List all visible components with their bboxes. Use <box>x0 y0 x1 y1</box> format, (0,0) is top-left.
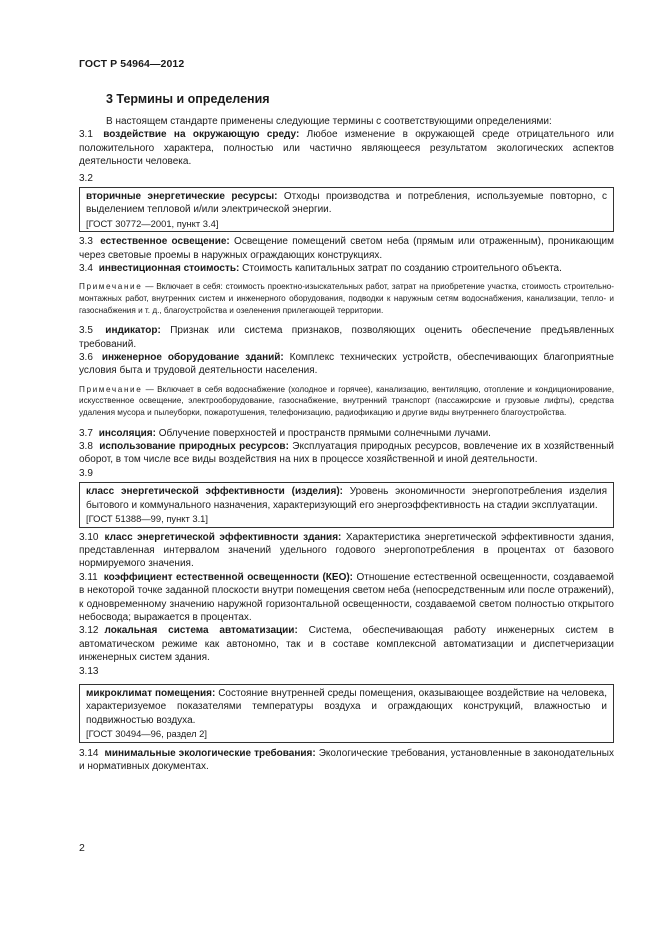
term-3-11: 3.11 коэффициент естественной освещенности (КЕО): Отношение естественной освещенности, создаваемой в некоторой точке заданной плоскости внутри помещения светом неба (непосредственным или после отражений), к одновременному значению наружной горизонтальной освещенности, создаваемой светом полностью открытого небосвода; выражается в процентах. <box>79 571 614 623</box>
term-3-13: микроклимат помещения: Состояние внутренней среды помещения, оказывающее воздействие на человека, характеризуемое показателями температуры воздуха и ограждающих конструкций, влажностью и подвижностью воздуха. <box>86 687 607 726</box>
term-3-14: 3.14 минимальные экологические требования: Экологические требования, установленные в законодательных и нормативных документах. <box>79 747 614 772</box>
term-3-8: 3.8 использование природных ресурсов: Эксплуатация природных ресурсов, вовлечение их в хозяйственный оборот, в том числе все виды воздействия на них в процессе хозяйственной и иной деятельности. <box>79 441 614 466</box>
term-3-9: класс энергетической эффективности (изделия): Уровень экономичности энергопотребления изделия бытового и коммунального назначения, характеризующий его энергоэффективность на стадии эксплуатации. <box>86 486 607 511</box>
term-3-9-reference: [ГОСТ 51388—99, пункт 3.1] <box>86 513 209 525</box>
note-3-4: Примечание — Включает в себя: стоимость проектно-изыскательных работ, затрат на приобретение участка, стоимость строительно-монтажных работ, внутренних систем и инженерного оборудования, подводки к наружным сетям водоснабжения, канализации, тепло- и газоснабжения и т. д., благоустройства и озеленения прилегающей территории. <box>79 282 614 315</box>
term-3-2-reference: [ГОСТ 30772—2001, пункт 3.4] <box>86 217 219 229</box>
note-3-6: Примечание — Включает в себя водоснабжение (холодное и горячее), канализацию, вентиляцию, отопление и кондиционирование, искусственное освещение, электрооборудование, газоснабжение, внутренний транспорт (пассажирские и грузовые лифты), средства удаления мусора и пылеуборки, пожаротушения, телефонизацию, радиофикацию и другие виды внутреннего благоустройства. <box>79 384 614 418</box>
term-3-13-number: 3.13 <box>79 665 99 677</box>
intro-paragraph: В настоящем стандарте применены следующие термины с соответствующими определениями: <box>106 116 552 127</box>
term-3-2-number: 3.2 <box>79 172 93 184</box>
term-3-6: 3.6 инженерное оборудование зданий: Комплекс технических устройств, обеспечивающих благоприятные условия быта и трудовой деятельности населения. <box>79 352 614 377</box>
term-3-12: 3.12 локальная система автоматизации: Система, обеспечивающая работу инженерных систем в автоматическом режиме как автономно, так и в составе комплексной автоматизации и диспетчеризации инженерных систем здания. <box>79 625 614 664</box>
term-3-2-box <box>79 187 614 232</box>
term-3-2: вторичные энергетические ресурсы: Отходы производства и потребления, используемые повторно, с выделением тепловой и/или электрической энергии. <box>86 191 607 216</box>
page-number: 2 <box>79 842 85 854</box>
term-3-10: 3.10 класс энергетической эффективности здания: Характеристика энергетической эффективности здания, представленная интервалом значений удельного годового энергопотребления в процентах от базового нормируемого значения. <box>79 531 614 570</box>
term-3-9-box <box>79 482 614 527</box>
term-3-4: 3.4 инвестиционная стоимость: Стоимость капитальных затрат по созданию строительного объекта. <box>79 263 562 275</box>
term-3-5: 3.5 индикатор: Признак или система признаков, позволяющих оценить обеспечение предъявленных требований. <box>79 325 614 350</box>
term-3-13-reference: [ГОСТ 30494—96, раздел 2] <box>86 728 207 740</box>
document-page <box>79 58 614 773</box>
section-title: 3 Термины и определения <box>106 92 270 106</box>
term-3-9-number: 3.9 <box>79 467 93 479</box>
term-3-1: 3.1 воздействие на окружающую среду: Любое изменение в окружающей среде отрицательного или положительного характера, полностью или частично являющееся результатом экологических аспектов деятельности человека. <box>79 129 615 168</box>
document-header: ГОСТ Р 54964—2012 <box>79 58 185 70</box>
term-3-3: 3.3 естественное освещение: Освещение помещений светом неба (прямым или отраженным), проникающим через световые проемы в наружных ограждающих конструкциях. <box>79 236 615 261</box>
term-3-7: 3.7 инсоляция: Облучение поверхностей и пространств прямыми солнечными лучами. <box>79 427 491 439</box>
term-3-13-box <box>79 684 614 743</box>
